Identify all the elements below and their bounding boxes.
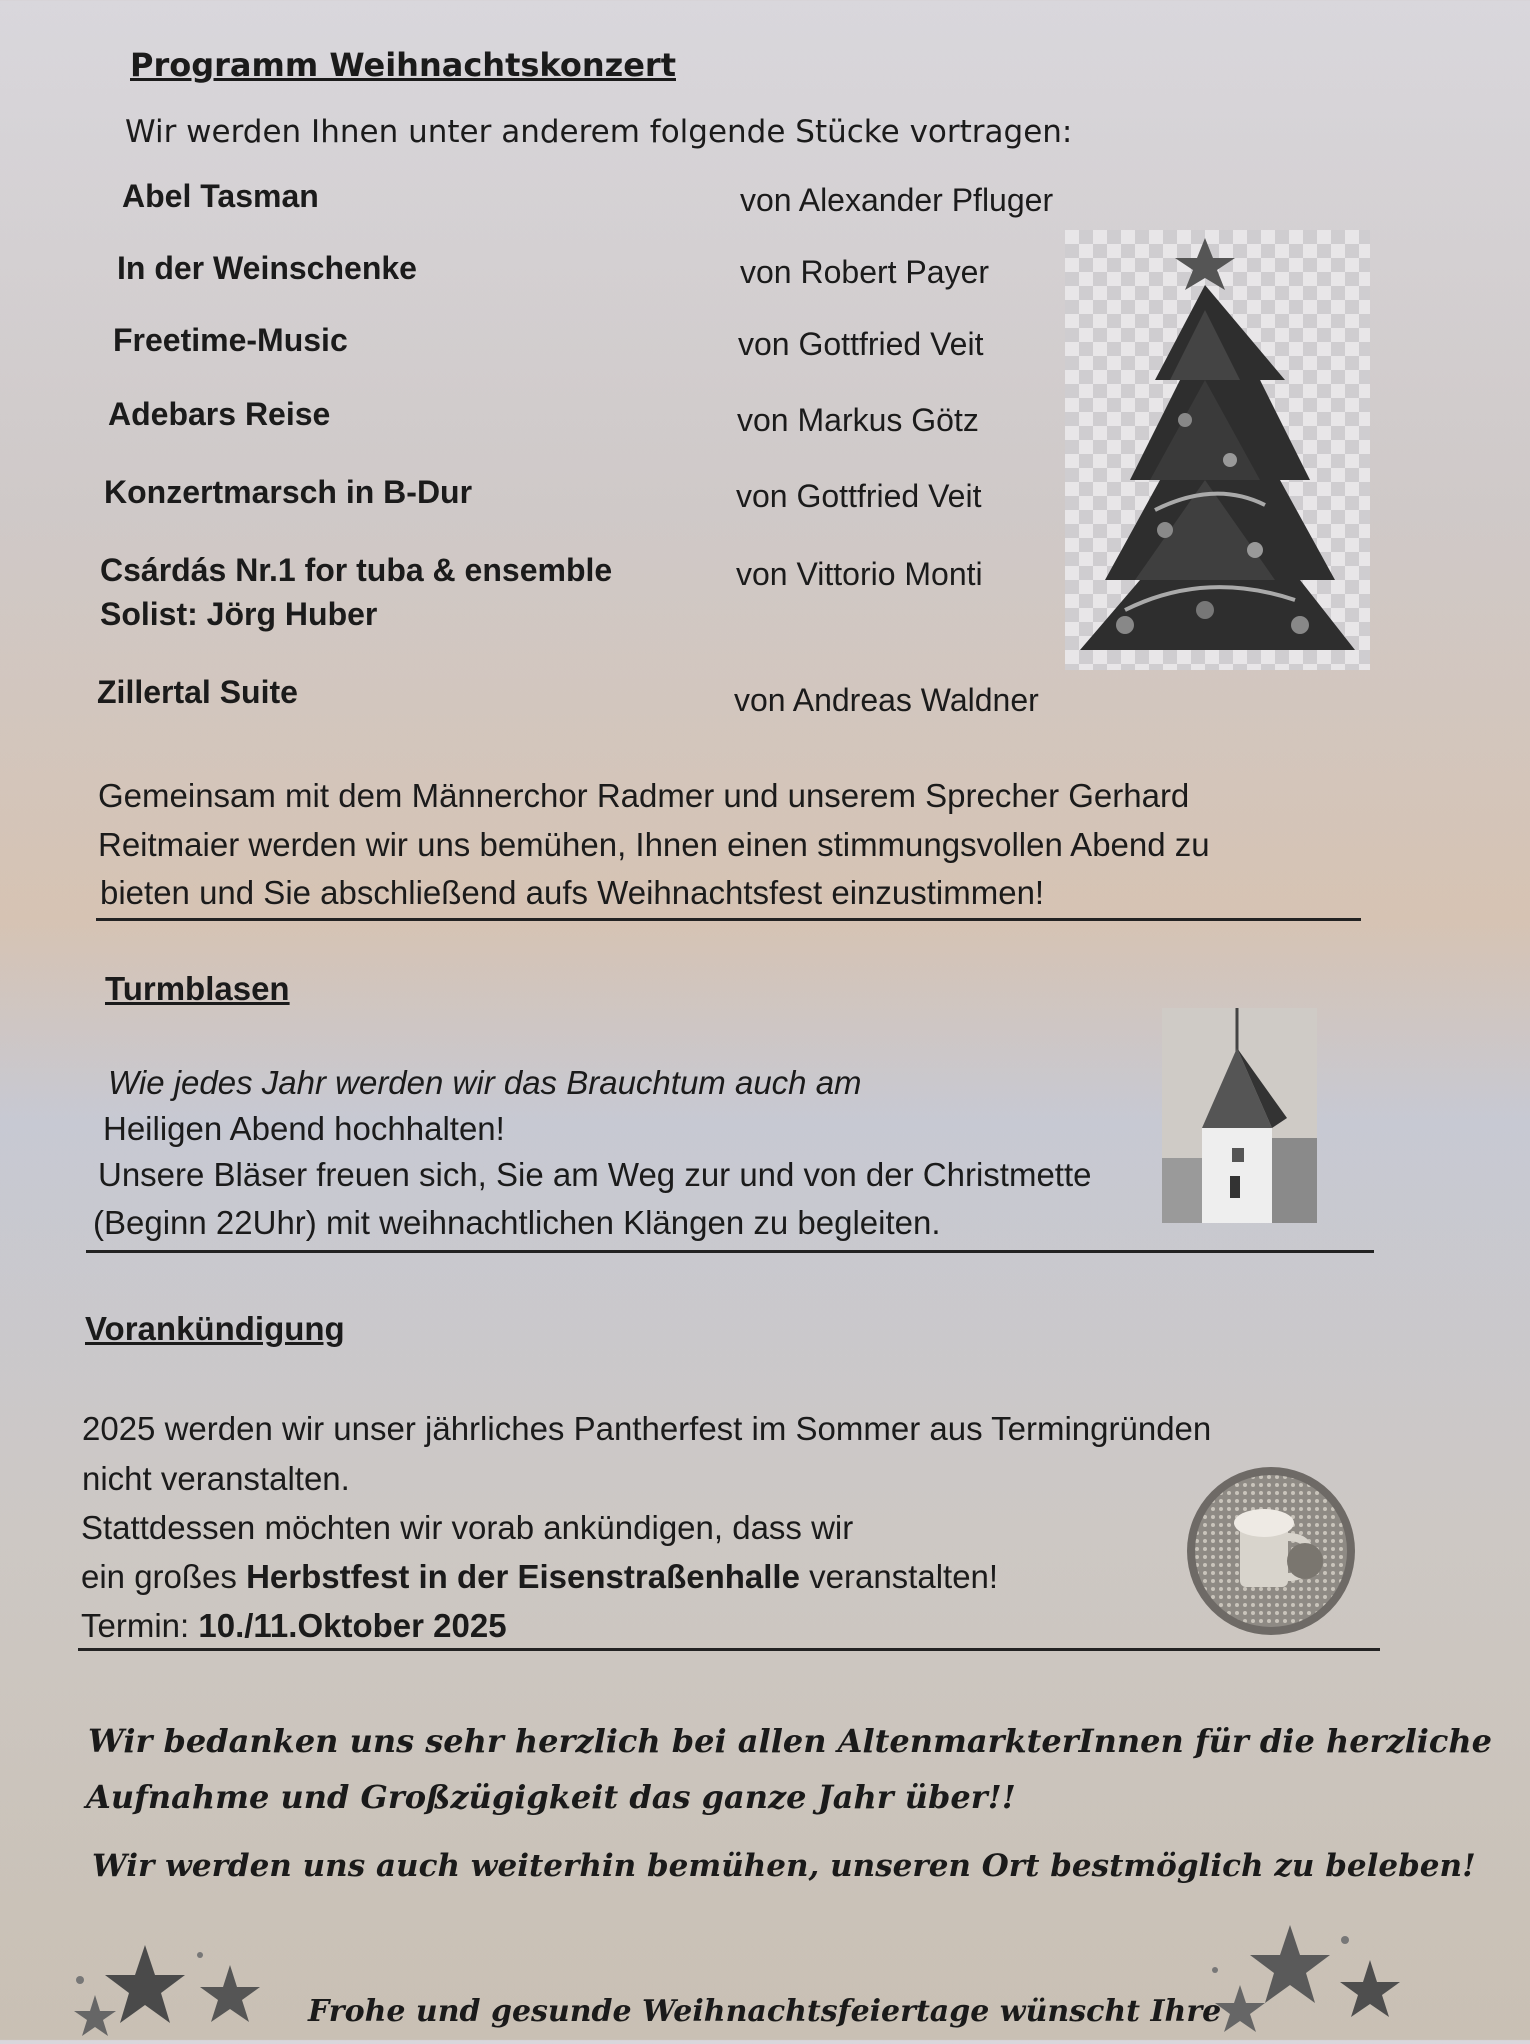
program-closing-line: Gemeinsam mit dem Männerchor Radmer und unserem Sprecher Gerhard [98,777,1190,814]
divider [86,1250,1374,1253]
piece-composer: von Markus Götz [737,402,979,438]
termin-line [81,1605,507,1647]
footer-greeting: Frohe und gesunde Weihnachtsfeiertage wünscht Ihre [308,1994,1222,2029]
program-closing-line: bieten und Sie abschließend aufs Weihnachtsfest einzustimmen! [100,874,1045,911]
piece-title: Konzertmarsch in B-Dur [104,474,473,510]
piece-soloist: Solist: Jörg Huber [100,596,378,632]
star-cluster-icon [1195,1915,1410,2040]
divider [96,918,1361,921]
piece-title: Adebars Reise [108,396,331,432]
termin-value: 10./11.Oktober 2025 [198,1607,507,1644]
ankuendigung-text: veranstalten! [799,1558,999,1595]
ankuendigung-heading: Vorankündigung [85,1310,345,1347]
ankuendigung-line: 2025 werden wir unser jährliches Pantherfest im Sommer aus Termingründen [82,1410,1212,1447]
star-cluster-icon [60,1935,270,2040]
divider [78,1648,1380,1651]
thanks-line: Wir bedanken uns sehr herzlich bei allen AltenmarkterInnen für die herzliche [88,1722,1493,1760]
herbstfest-highlight: Herbstfest in der Eisenstraßenhalle [246,1558,800,1595]
christmas-tree-icon [1065,230,1370,670]
piece-title: Abel Tasman [122,178,319,214]
ankuendigung-text: ein großes [81,1558,247,1595]
church-tower-icon [1162,1008,1317,1223]
ankuendigung-line [81,1556,998,1598]
ankuendigung-line: nicht veranstalten. [82,1460,350,1497]
piece-composer: von Gottfried Veit [736,478,982,514]
thanks-line: Aufnahme und Großzügigkeit das ganze Jahr über!! [86,1778,1016,1816]
turmblasen-line: Unsere Bläser freuen sich, Sie am Weg zur und von der Christmette [98,1156,1092,1193]
program-title: Programm Weihnachtskonzert [130,46,676,84]
turmblasen-heading: Turmblasen [105,970,290,1007]
piece-title: Zillertal Suite [97,674,298,710]
piece-composer: von Vittorio Monti [736,556,983,592]
piece-composer: von Andreas Waldner [734,682,1039,718]
beer-mug-badge-icon [1185,1465,1357,1637]
termin-label: Termin: [81,1607,199,1644]
ankuendigung-line: Stattdessen möchten wir vorab ankündigen, dass wir [81,1509,854,1546]
program-closing-line: Reitmaier werden wir uns bemühen, Ihnen einen stimmungsvollen Abend zu [98,826,1210,863]
program-intro: Wir werden Ihnen unter anderem folgende Stücke vortragen: [125,114,1073,150]
piece-title: Csárdás Nr.1 for tuba & ensemble [100,552,613,588]
piece-composer: von Robert Payer [740,254,990,290]
piece-title: Freetime-Music [113,322,348,358]
turmblasen-line: Heiligen Abend hochhalten! [103,1110,505,1147]
turmblasen-line: Wie jedes Jahr werden wir das Brauchtum auch am [108,1064,862,1101]
piece-composer: von Gottfried Veit [738,326,984,362]
piece-title: In der Weinschenke [117,250,417,286]
turmblasen-line: (Beginn 22Uhr) mit weihnachtlichen Klängen zu begleiten. [93,1204,941,1241]
piece-composer: von Alexander Pfluger [740,182,1054,218]
thanks-line: Wir werden uns auch weiterhin bemühen, unseren Ort bestmöglich zu beleben! [92,1848,1476,1884]
